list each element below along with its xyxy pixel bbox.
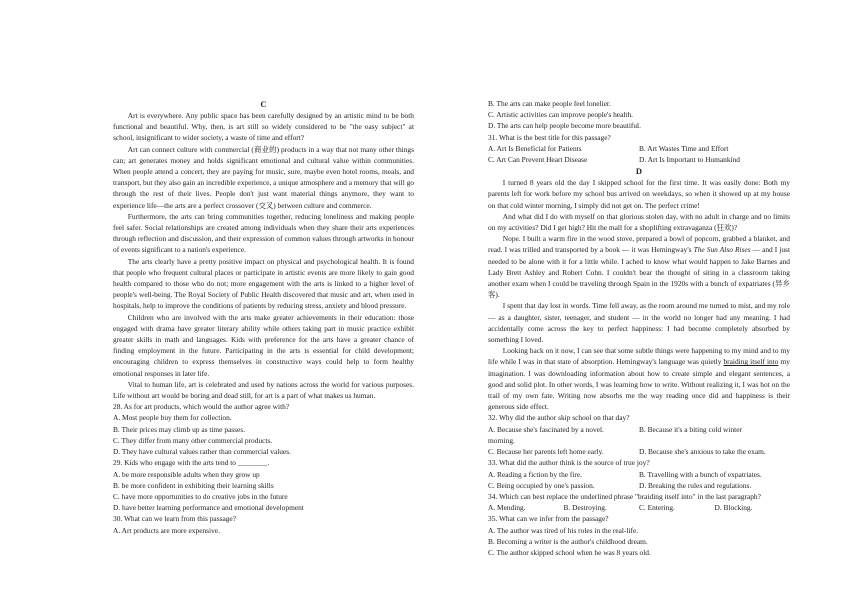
question-34-option: D. Blocking. xyxy=(714,503,753,513)
paragraph-text: my imagination. I was downloading information about how to create simple and elegant sentences, a good and solid plot. In other words, I was learning how to write. Without realizing it, I was hot on the trail of my own fate. Writing now absorbs me the way reading once did and happiness is their generous side effect. xyxy=(488,357,790,412)
passage-c-paragraph: Art can connect culture with commercial (商业的) products in a way that not many other things can; art generates money and holds significant emotional and cultural value within communities. When people attend a concert, they are paying for music, sure, maybe even hotel rooms, meals, and transport, but they also gain an incredible experience, a unique atmosphere and a memory that will go through the rest of their lives. People don't just want material things anymore, they want to experience life—the arts are a perfect crossover (交叉) between culture and commerce. xyxy=(113,144,414,210)
passage-c-paragraph: Art is everywhere. Any public space has been carefully designed by an artistic mind to be both functional and beautiful. Why, then, is art still so widely considered to be "the easy subject" at school, insignificant to wider society, a waste of time and effort? xyxy=(113,111,414,143)
question-31-option: D. Art Is Important to Humankind xyxy=(639,155,740,165)
question-29-option: D. have better learning performance and emotional development xyxy=(113,503,304,513)
paragraph-text: Nope. I built a warm fire in the wood stove, prepared a bowl of popcorn, grabbed a blanket, and read. I was trilled and transported by a book — it was Hemingway's xyxy=(488,234,790,255)
paragraph-text: Looking back on it now, I can see that some subtle things were happening to my mind and to my life while I was in that state of absorption. Hemingway's language was quietly xyxy=(488,346,790,367)
passage-c-paragraph: The arts clearly have a pretty positive impact on physical and psychological health. It is found that people who frequent cultural places or participate in artistic events are more likely to gain good health compared to those who do not; more engagement with the arts is linked to a higher level of people's well-being. The Royal Society of Public Health discovered that music and art, when used in hospitals, help to improve the conditions of patients by reducing stress, anxiety and blood pressure. xyxy=(113,256,414,311)
question-35-stem: 35. What can we infer from the passage? xyxy=(488,514,609,524)
question-30-option: B. The arts can make people feel lonelier. xyxy=(488,99,611,108)
question-29-option: B. be more confident in exhibiting their learning skills xyxy=(113,480,274,490)
question-32-options-row xyxy=(488,446,790,457)
question-31-option: A. Art Is Beneficial for Patients xyxy=(488,143,582,153)
question-32-option: D. Because she's anxious to take the exam. xyxy=(639,447,766,457)
question-28-option: A. Most people buy them for collection. xyxy=(113,413,232,423)
question-31-option: C. Art Can Prevent Heart Disease xyxy=(488,155,588,165)
question-28-option: D. They have cultural values rather than commercial values. xyxy=(113,447,291,457)
section-title-c: C xyxy=(260,99,267,109)
question-35-option: A. The author was tired of his roles in the real-life. xyxy=(488,525,639,535)
question-33-option: C. Being occupied by one's passion. xyxy=(488,480,595,490)
question-31-stem: 31. What is the best title for this passage? xyxy=(488,132,611,142)
underlined-phrase: braiding itself into xyxy=(723,357,779,367)
question-34-option: C. Entering. xyxy=(639,503,675,513)
passage-d-paragraph xyxy=(488,233,790,300)
question-33-options-row xyxy=(488,469,790,480)
question-35-option: C. The author skipped school when he was 8 years old. xyxy=(488,547,651,557)
question-31-options-row xyxy=(488,154,790,165)
question-32-option: C. Because her parents left home early. xyxy=(488,447,604,457)
book-title: The Sun Also Rises xyxy=(693,245,751,255)
passage-d-paragraph: I spent that day lost in words. Time fell away, as the room around me turned to mist, and my role — as a daughter, sister, teenager, and student — in the world no longer had any meaning. I had accidentally come across the key to perfect happiness: I had become completely absorbed by something I loved. xyxy=(488,301,790,345)
question-33-option: A. Reading a fiction by the fire. xyxy=(488,469,582,479)
question-28-option: B. Their prices may climb up as time passes. xyxy=(113,424,246,434)
right-column xyxy=(488,98,790,558)
question-30-stem: 30. What can we learn from this passage? xyxy=(113,514,236,524)
question-32-stem: 32. Why did the author skip school on that day? xyxy=(488,413,630,423)
passage-d-paragraph xyxy=(488,345,790,412)
question-30-option: C. Artistic activities can improve people's health. xyxy=(488,110,634,120)
question-28-stem: 28. As for art products, which would the author agree with? xyxy=(113,402,290,412)
passage-d-paragraph: And what did I do with myself on that glorious stolen day, with no adult in charge and no limits on my activities? Did I get high? Hit the mall for a shoplifting extravaganza (狂欢)? xyxy=(488,211,790,233)
question-33-option: D. Breaking the rules and regulations. xyxy=(639,480,752,490)
passage-d-paragraph: I turned 8 years old the day I skipped school for the first time. It was easily done: Both my parents left for work before my school bus arrived on weekdays, so when it showed up at my house on that cold winter morning, I simply did not get on. The perfect crime! xyxy=(488,178,790,210)
question-32-option-continued: morning. xyxy=(488,435,515,445)
question-31-options-row xyxy=(488,143,790,154)
question-32-option: B. Because it's a biting cold winter xyxy=(639,424,742,434)
question-33-stem: 33. What did the author think is the source of true joy? xyxy=(488,458,650,468)
question-30-option: D. The arts can help people become more beautiful. xyxy=(488,121,641,131)
passage-c-paragraph: Children who are involved with the arts make greater achievements in their education: those engaged with drama have greater literary ability while others taking part in music practice exhibit greater skills in math and languages. Kids with preference for the arts have a greater chance of finding employment in the future. Participating in the arts is essential for child development; encouraging children to express themselves in constructive ways could help to form healthy emotional responses in later life. xyxy=(113,312,414,378)
passage-c-paragraph: Furthermore, the arts can bring communities together, reducing loneliness and making people feel safer. Social relationships are created among individuals when they share their arts experiences through reflection and discussion, and their expression of common values through artworks in honour of events significant to a nation's experience. xyxy=(113,211,414,255)
paragraph-text: — and I just needed to be alone with it for a little while. I ached to know what would happen to Jake Barnes and Lady Brett Ashley and Robert Cohn. I couldn't bear the thought of siting in a classroom taking another exam when I could be traveling through Spain in the 1920s with a bunch of expatriates (异乡客). xyxy=(488,245,790,300)
question-34-options-row xyxy=(488,502,790,513)
question-33-option: B. Travelling with a bunch of expatriates. xyxy=(639,469,762,479)
question-29-stem: 29. Kids who engage with the arts tend to ________. xyxy=(113,458,270,468)
question-34-option: A. Mending. xyxy=(488,503,526,513)
section-title-d: D xyxy=(635,166,643,177)
question-33-options-row xyxy=(488,480,790,491)
left-column xyxy=(113,98,414,536)
question-28-option: C. They differ from many other commercial products. xyxy=(113,435,273,445)
question-31-option: B. Art Wastes Time and Effort xyxy=(639,143,729,153)
passage-c-paragraph: Vital to human life, art is celebrated and used by nations across the world for various purposes. Life without art would be boring and dead still, for art is a part of what makes us human. xyxy=(113,379,414,401)
question-29-option: C. have more opportunities to do creative jobs in the future xyxy=(113,491,288,501)
question-35-option: B. Becoming a writer is the author's childhood dream. xyxy=(488,536,648,546)
question-30-option: A. Art products are more expensive. xyxy=(113,525,220,535)
question-32-option: A. Because she's fascinated by a novel. xyxy=(488,424,604,434)
question-32-options-row xyxy=(488,424,790,435)
question-29-option: A. be more responsible adults when they grow up xyxy=(113,469,260,479)
question-34-option: B. Destroying. xyxy=(563,503,607,513)
question-34-stem: 34. Which can best replace the underlined phrase "braiding itself into" in the last paragraph? xyxy=(488,491,761,501)
